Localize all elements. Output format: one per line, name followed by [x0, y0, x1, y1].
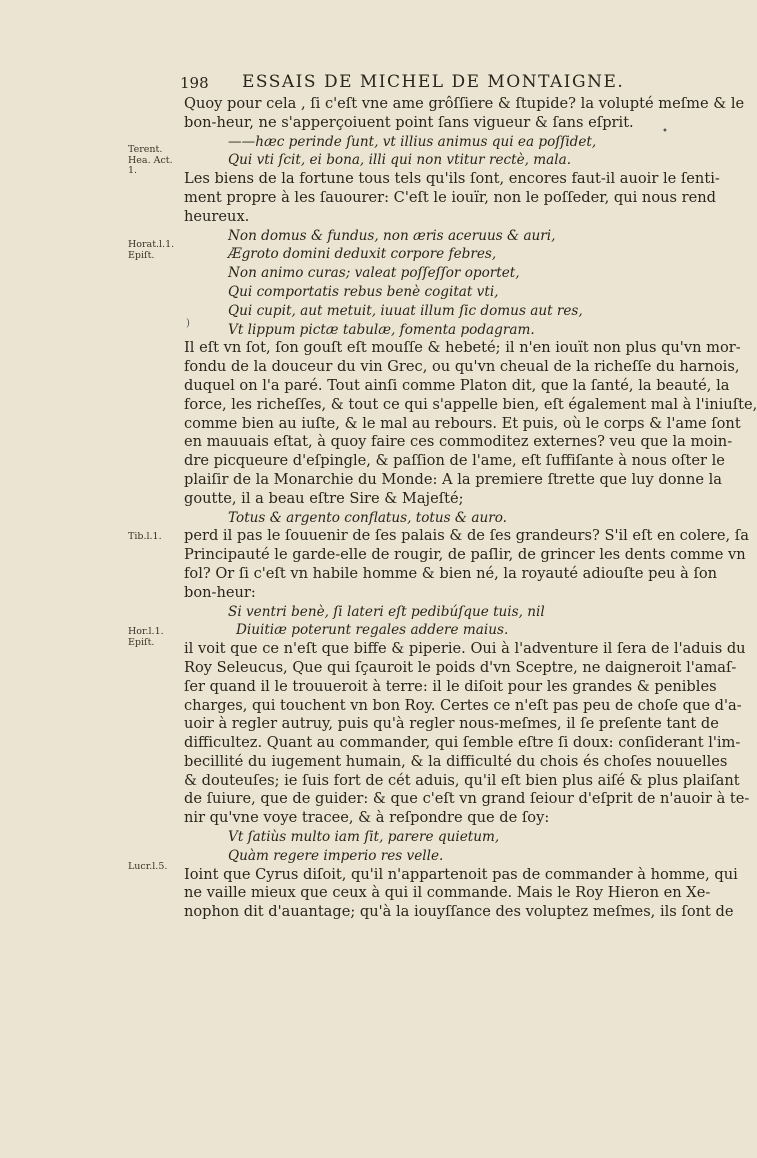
verse-line: ——hæc perinde ſunt, vt illius animus qui ea poſſidet, — [228, 133, 597, 150]
running-head: ESSAIS DE MICHEL DE MONTAIGNE. — [242, 72, 625, 92]
text-line: Roy Seleucus, Que qui ſçauroit le poids d'vn Sceptre, ne daigneroit l'amaſ- — [184, 658, 737, 676]
verse-line: Qui comportatis rebus benè cogitat vti, — [228, 283, 499, 300]
text-line: bon-heur, ne s'apperçoiuent point ſans vigueur & ſans eſprit. — [184, 113, 634, 131]
text-line: Principauté le garde-elle de rougir, de paſlir, de grincer les dents comme vn — [184, 546, 746, 564]
verse-line: Totus & argento conflatus, totus & auro. — [228, 509, 507, 526]
text-line: difficultez. Quant au commander, qui ſemble eſtre ſi doux: conſiderant l'im- — [184, 734, 741, 752]
text-line: ne vaille mieux que ceux à qui il commande. Mais le Roy Hieron en Xe- — [184, 884, 711, 902]
verse-line: Si ventri benè, ſi lateri eſt pedibúſque tuis, nil — [228, 603, 545, 620]
text-body — [184, 95, 757, 922]
verse-line: Vt ſatiùs multo iam ſit, parere quietum, — [228, 829, 500, 846]
text-line: ment propre à les ſauourer: C'eſt le iouïr, non le poſſeder, qui nous rend — [184, 188, 716, 206]
verse-line: Qui vti ſcit, ei bona, illi qui non vtitur rectè, mala. — [228, 152, 572, 169]
pencil-tick-mark: ) — [186, 318, 190, 329]
text-line: Ioint que Cyrus diſoit, qu'il n'appartenoit pas de commander à homme, qui — [184, 865, 738, 883]
margin-note: Tib.l.1. — [128, 531, 162, 542]
page-number: 198 — [180, 74, 209, 92]
text-line: goutte, il a beau eſtre Sire & Majeſté; — [184, 489, 464, 507]
text-line: ſer quand il le trouueroit à terre: il le diſoit pour les grandes & penibles — [184, 677, 717, 695]
page-header — [180, 72, 650, 96]
verse-line: Vt lippum pictæ tabulæ, fomenta podagram. — [228, 321, 535, 338]
text-line: duquel on l'a paré. Tout ainſi comme Platon dit, que la ſanté, la beauté, la — [184, 376, 730, 394]
text-line: plaiſir de la Monarchie du Monde: A la premiere ſtrette que luy donne la — [184, 470, 723, 488]
text-line: & douteuſes; ie ſuis fort de cét aduis, qu'il eſt bien plus aiſé & plus plaiſant — [184, 771, 740, 789]
margin-note: Horat.l.1. Epiſt. — [128, 239, 175, 261]
verse-line: Diuitiæ poterunt regales addere maius. — [236, 622, 509, 639]
text-line: comme bien au iuſte, & le mal au rebours. Et puis, où le corps & l'ame ſont — [184, 414, 741, 432]
margin-note: Lucr.l.5. — [128, 861, 168, 872]
text-line: il voit que ce n'eſt que biffe & piperie. Oui à l'adventure il ſera de l'aduis du — [184, 640, 746, 658]
text-line: Les biens de la fortune tous tels qu'ils ſont, encores faut-il auoir le ſenti- — [184, 170, 720, 188]
verse-line: Non animo curas; valeat poſſeſſor oportet, — [228, 265, 520, 282]
verse-line: Ægroto domini deduxit corpore febres, — [228, 246, 497, 263]
margin-note: Terent. Hea. Act. 1. — [128, 144, 173, 176]
verse-line: Qui cupit, aut metuit, iuuat illum ſic domus aut res, — [228, 302, 583, 319]
text-line: perd il pas le ſouuenir de ſes palais & de ſes grandeurs? S'il eſt en colere, ſa — [184, 527, 749, 545]
text-line: de ſuiure, que de guider: & que c'eſt vn grand ſeiour d'eſprit de n'auoir à te- — [184, 790, 750, 808]
margin-note: Hor.l.1. Epiſt. — [128, 626, 164, 648]
text-line: Quoy pour cela , ſi c'eſt vne ame grôſſiere & ſtupide? la volupté meſme & le — [184, 95, 745, 112]
text-line: bon-heur: — [184, 583, 256, 601]
text-line: force, les richeſſes, & tout ce qui s'appelle bien, eſt également mal à l'iniuſte, — [184, 395, 757, 413]
text-line: nir qu'vne voye tracee, & à reſpondre que de ſoy: — [184, 809, 550, 827]
text-line: fol? Or ſi c'eſt vn habile homme & bien né, la royauté adiouſte peu à ſon — [184, 564, 718, 582]
text-line: fondu de la douceur du vin Grec, ou qu'vn cheual de la richeſſe du harnois, — [184, 358, 740, 376]
text-line: en mauuais eſtat, à quoy faire ces commoditez externes? veu que la moin- — [184, 433, 733, 451]
text-line: dre picqueure d'eſpingle, & paſſion de l'ame, eſt ſuffiſante à nous oſter le — [184, 452, 725, 470]
text-line: uoir à regler autruy, puis qu'à regler nous-meſmes, il ſe preſente tant de — [184, 715, 719, 733]
ink-dot-mark: • — [662, 126, 668, 137]
text-line: becillité du iugement humain, & la difficulté du chois és choſes nouuelles — [184, 752, 728, 770]
text-line: Il eſt vn ſot, ſon gouſt eſt mouſſe & hebeté; il n'en iouït non plus qu'vn mor- — [184, 339, 741, 357]
text-line: charges, qui touchent vn bon Roy. Certes ce n'eſt pas peu de choſe que d'a- — [184, 696, 742, 714]
verse-line: Quàm regere imperio res velle. — [228, 847, 444, 864]
text-line: heureux. — [184, 207, 250, 225]
verse-line: Non domus & fundus, non æris aceruus & auri, — [228, 227, 556, 244]
text-line: nophon dit d'auantage; qu'à la iouyſſance des voluptez meſmes, ils ſont de — [184, 903, 734, 921]
